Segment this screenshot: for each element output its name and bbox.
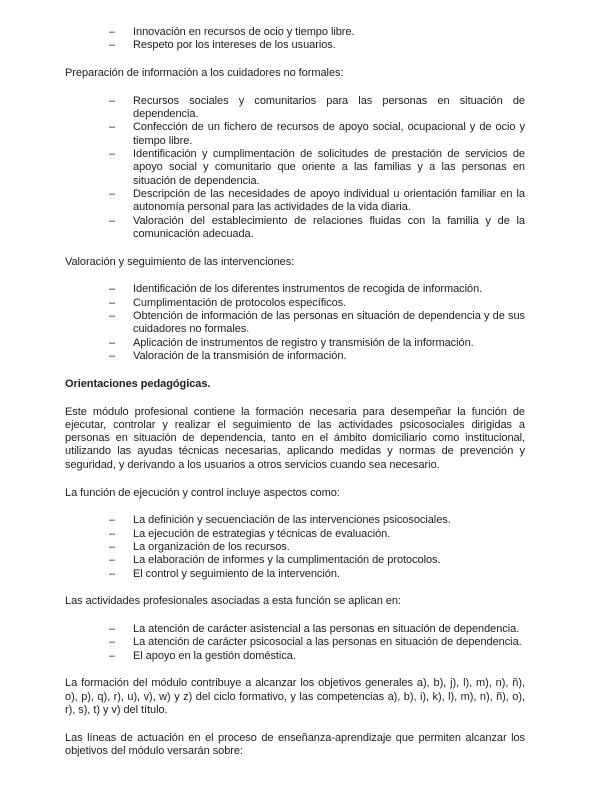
paragraph: Valoración y seguimiento de las intervenciones: <box>65 255 295 268</box>
dash-bullet-icon: – <box>109 527 116 540</box>
bullet-list <box>65 95 525 241</box>
list-item <box>65 148 525 188</box>
list-item <box>65 121 525 148</box>
list-item <box>65 39 525 52</box>
list-item <box>65 514 525 527</box>
dash-bullet-icon: – <box>109 121 116 134</box>
list-item <box>65 650 525 663</box>
bullet-list <box>65 623 525 663</box>
dash-bullet-icon: – <box>109 540 116 553</box>
list-item-text: La definición y secuenciación de las intervenciones psicosociales. <box>133 514 451 527</box>
list-item-text: Cumplimentación de protocolos específicos. <box>133 296 347 309</box>
list-item <box>65 350 525 363</box>
dash-bullet-icon: – <box>109 283 116 296</box>
list-item-text: Valoración del establecimiento de relaciones fluidas con la familia y de la comunicación adecuada. <box>133 214 525 240</box>
list-item-text: Descripción de las necesidades de apoyo individual u orientación familiar en la autonomía personal para las actividades de la vida diaria. <box>133 187 525 214</box>
list-item <box>65 568 525 581</box>
dash-bullet-icon: – <box>109 148 116 161</box>
paragraph: La función de ejecución y control incluye aspectos como: <box>65 486 340 499</box>
list-item-text: El apoyo en la gestión doméstica. <box>133 649 296 662</box>
paragraph: Preparación de información a los cuidadores no formales: <box>65 67 344 80</box>
section-heading: Orientaciones pedagógicas. <box>65 377 211 390</box>
list-item-text: La atención de carácter asistencial a las personas en situación de dependencia. <box>133 623 520 636</box>
list-item-text: Identificación y cumplimentación de solicitudes de prestación de servicios de apoyo social y comunitario que oriente a las familias y a las personas en situación de dependencia. <box>133 148 525 187</box>
list-item <box>65 26 525 39</box>
dash-bullet-icon: – <box>109 296 116 309</box>
list-item-text: La organización de los recursos. <box>133 540 290 553</box>
dash-bullet-icon: – <box>109 39 116 52</box>
list-item <box>65 528 525 541</box>
list-item-text: Confección de un fichero de recursos de apoyo social, ocupacional y de ocio y tiempo libre. <box>133 121 525 147</box>
paragraph: La formación del módulo contribuye a alcanzar los objetivos generales a), b), j), l), m), n), ñ), o), p), q), r), u), v), w) y z) del ciclo formativo, y las competencias a), b), i), k), l), m), n), ñ), o), r), s), t) y v) del título. <box>65 677 525 717</box>
dash-bullet-icon: – <box>109 94 116 107</box>
list-item-text: Innovación en recursos de ocio y tiempo libre. <box>133 26 355 38</box>
dash-bullet-icon: – <box>109 567 116 580</box>
list-item-text: Recursos sociales y comunitarios para las personas en situación de dependencia. <box>133 94 525 121</box>
dash-bullet-icon: – <box>109 187 116 200</box>
dash-bullet-icon: – <box>109 26 116 38</box>
paragraph: Las actividades profesionales asociadas a esta función se aplican en: <box>65 595 401 608</box>
paragraph: Las líneas de actuación en el proceso de enseñanza-aprendizaje que permiten alcanzar los objetivos del módulo versarán sobre: <box>65 731 525 758</box>
bullet-list <box>65 26 525 53</box>
list-item <box>65 188 525 215</box>
paragraph: Este módulo profesional contiene la formación necesaria para desempeñar la función de ejecutar, controlar y realizar el seguimiento de las actividades psicosociales dirigidas a personas en situación de dependencia, tanto en el ámbito domiciliario como institucional, utilizando las ayudas técnicas necesarias, aplicando medidas y normas de prevención y seguridad, y derivando a los usuarios a otros servicios cuando sea necesario. <box>65 405 525 471</box>
dash-bullet-icon: – <box>109 349 116 362</box>
list-item-text: Respeto por los intereses de los usuarios. <box>133 39 336 52</box>
dash-bullet-icon: – <box>109 623 116 636</box>
dash-bullet-icon: – <box>109 336 116 349</box>
list-item-text: El control y seguimiento de la intervención. <box>133 567 340 580</box>
bullet-list <box>65 283 525 363</box>
list-item <box>65 283 525 296</box>
list-item <box>65 541 525 554</box>
list-item-text: Identificación de los diferentes instrumentos de recogida de información. <box>133 283 483 296</box>
list-item-text: La ejecución de estrategias y técnicas de evaluación. <box>133 527 391 540</box>
dash-bullet-icon: – <box>109 514 116 527</box>
list-item <box>65 297 525 310</box>
list-item <box>65 337 525 350</box>
list-item <box>65 623 525 636</box>
dash-bullet-icon: – <box>109 649 116 662</box>
list-item-text: La elaboración de informes y la cumplimentación de protocolos. <box>133 554 441 567</box>
list-item <box>65 310 525 337</box>
dash-bullet-icon: – <box>109 310 116 323</box>
list-item-text: Obtención de información de las personas en situación de dependencia y de sus cuidadores no formales. <box>133 310 525 336</box>
list-item-text: Aplicación de instrumentos de registro y transmisión de la información. <box>133 336 474 349</box>
list-item-text: Valoración de la transmisión de información. <box>133 349 347 362</box>
list-item <box>65 554 525 567</box>
list-item <box>65 636 525 649</box>
list-item <box>65 215 525 242</box>
list-item <box>65 95 525 122</box>
dash-bullet-icon: – <box>109 214 116 227</box>
dash-bullet-icon: – <box>109 636 116 649</box>
list-item-text: La atención de carácter psicosocial a las personas en situación de dependencia. <box>133 636 522 649</box>
dash-bullet-icon: – <box>109 554 116 567</box>
bullet-list <box>65 514 525 580</box>
